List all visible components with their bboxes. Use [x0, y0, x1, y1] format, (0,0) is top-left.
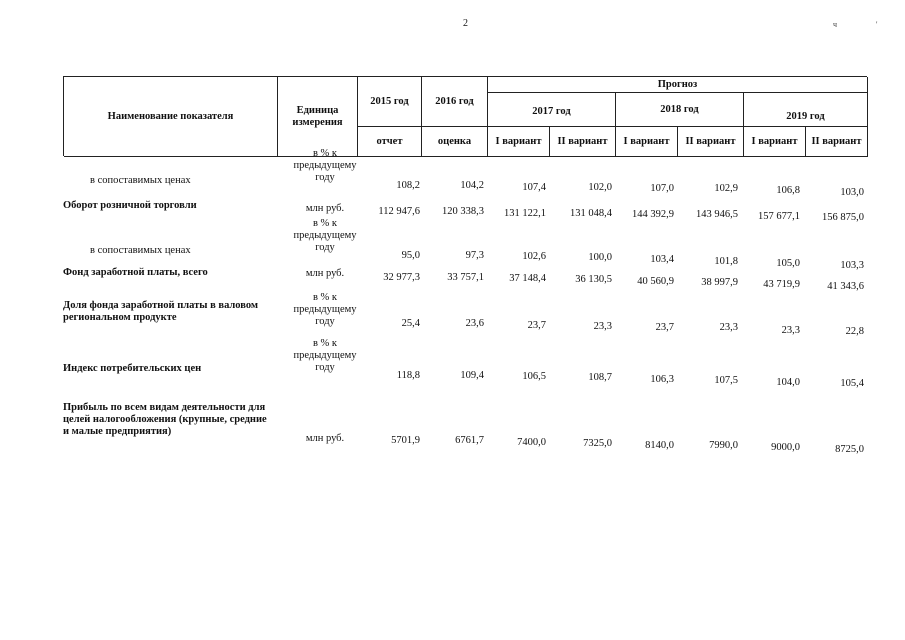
row-label: в сопоставимых ценах: [90, 245, 191, 256]
row-unit-line: млн руб.: [305, 433, 345, 444]
row-value: 7400,0: [517, 437, 546, 448]
row-value: 103,3: [840, 260, 864, 271]
row-value: 103,0: [840, 187, 864, 198]
row-value: 101,8: [714, 256, 738, 267]
row-value: 36 130,5: [575, 274, 612, 285]
row-label: в сопоставимых ценах: [90, 175, 191, 186]
row-value: 108,2: [396, 180, 420, 191]
row-value: 131 122,1: [504, 208, 546, 219]
row-unit-line: предыдущему: [293, 350, 357, 361]
row-unit-line: в % к: [312, 292, 338, 303]
header-2018-variant-1: I вариант: [616, 127, 678, 157]
header-2019-variant-1: I вариант: [744, 127, 806, 157]
row-value: 107,0: [650, 183, 674, 194]
row-value: 104,0: [776, 377, 800, 388]
row-value: 23,3: [781, 325, 800, 336]
row-unit: [280, 433, 370, 445]
header-2018-variant-2: II вариант: [678, 127, 744, 157]
row-unit-line: млн руб.: [305, 203, 345, 214]
row-unit-line: в % к: [312, 148, 338, 159]
row-value: 106,5: [522, 371, 546, 382]
row-value: 6761,7: [455, 435, 484, 446]
row-unit-line: в % к: [312, 338, 338, 349]
row-value: 108,7: [588, 372, 612, 383]
row-label: Оборот розничной торговли: [63, 200, 197, 211]
row-unit-line: в % к: [312, 218, 338, 229]
row-value: 107,4: [522, 182, 546, 193]
row-value: 112 947,6: [378, 206, 420, 217]
row-value: 118,8: [396, 370, 420, 381]
row-unit: [280, 218, 370, 254]
header-year-2017: 2017 год: [488, 93, 616, 127]
corner-mark: ч: [833, 20, 838, 29]
row-value: 41 343,6: [827, 281, 864, 292]
row-value: 144 392,9: [632, 209, 674, 220]
row-value: 33 757,1: [447, 272, 484, 283]
header-2019-variant-2: II вариант: [806, 127, 868, 157]
row-unit-line: году: [315, 362, 335, 373]
row-value: 8725,0: [835, 444, 864, 455]
row-value: 107,5: [714, 375, 738, 386]
row-unit-line: предыдущему: [293, 160, 357, 171]
row-value: 102,9: [714, 183, 738, 194]
row-value: 23,7: [655, 322, 674, 333]
row-value: 37 148,4: [509, 273, 546, 284]
row-value: 23,7: [527, 320, 546, 331]
row-value: 100,0: [588, 252, 612, 263]
row-value: 22,8: [845, 326, 864, 337]
row-label: Индекс потребительских цен: [63, 363, 202, 374]
row-label: Прибыль по всем видам деятельности для целей налогообложения (крупные, средние и малые предприятия): [63, 402, 267, 437]
row-value: 23,6: [465, 318, 484, 329]
row-unit-line: году: [315, 316, 335, 327]
page-number: 2: [463, 18, 468, 29]
row-value: 106,3: [650, 374, 674, 385]
row-value: 109,4: [460, 370, 484, 381]
row-value: 97,3: [465, 250, 484, 261]
row-unit-line: году: [315, 242, 335, 253]
row-value: 23,3: [593, 321, 612, 332]
header-2017-variant-1: I вариант: [488, 127, 550, 157]
row-value: 102,6: [522, 251, 546, 262]
row-unit-line: предыдущему: [293, 230, 357, 241]
row-value: 40 560,9: [637, 276, 674, 287]
header-name-column: Наименование показателя: [64, 77, 278, 157]
row-value: 157 677,1: [758, 211, 800, 222]
row-value: 102,0: [588, 182, 612, 193]
row-value: 7325,0: [583, 438, 612, 449]
row-value: 104,2: [460, 180, 484, 191]
header-estimate: оценка: [422, 127, 488, 157]
row-label: Доля фонда заработной платы в валовом региональном продукте: [63, 300, 259, 323]
row-value: 143 946,5: [696, 209, 738, 220]
row-value: 38 997,9: [701, 277, 738, 288]
row-value: 156 875,0: [822, 212, 864, 223]
row-value: 25,4: [401, 318, 420, 329]
row-unit: [280, 203, 370, 215]
row-value: 9000,0: [771, 442, 800, 453]
row-value: 5701,9: [391, 435, 420, 446]
header-year-2015: 2015 год: [358, 77, 422, 127]
row-unit: [280, 292, 370, 328]
row-value: 43 719,9: [763, 279, 800, 290]
row-value: 105,4: [840, 378, 864, 389]
header-year-2016: 2016 год: [422, 77, 488, 127]
header-report: отчет: [358, 127, 422, 157]
row-value: 120 338,3: [442, 206, 484, 217]
row-unit-line: млн руб.: [305, 268, 345, 279]
row-unit-line: предыдущему: [293, 304, 357, 315]
row-value: 105,0: [776, 258, 800, 269]
corner-mark: ': [876, 20, 878, 29]
row-value: 8140,0: [645, 440, 674, 451]
row-value: 7990,0: [709, 440, 738, 451]
row-unit: [280, 338, 370, 374]
header-year-2019: 2019 год: [744, 93, 868, 127]
row-value: 95,0: [401, 250, 420, 261]
row-value: 23,3: [719, 322, 738, 333]
row-value: 106,8: [776, 185, 800, 196]
header-forecast: Прогноз: [488, 77, 868, 93]
row-unit-line: году: [315, 172, 335, 183]
row-value: 103,4: [650, 254, 674, 265]
row-unit: [280, 148, 370, 184]
header-year-2018: 2018 год: [616, 93, 744, 127]
row-value: 32 977,3: [383, 272, 420, 283]
row-label: Фонд заработной платы, всего: [63, 267, 208, 278]
row-unit: [280, 268, 370, 280]
header-unit-column: Единица измерения: [278, 77, 358, 157]
row-value: 131 048,4: [570, 208, 612, 219]
header-2017-variant-2: II вариант: [550, 127, 616, 157]
